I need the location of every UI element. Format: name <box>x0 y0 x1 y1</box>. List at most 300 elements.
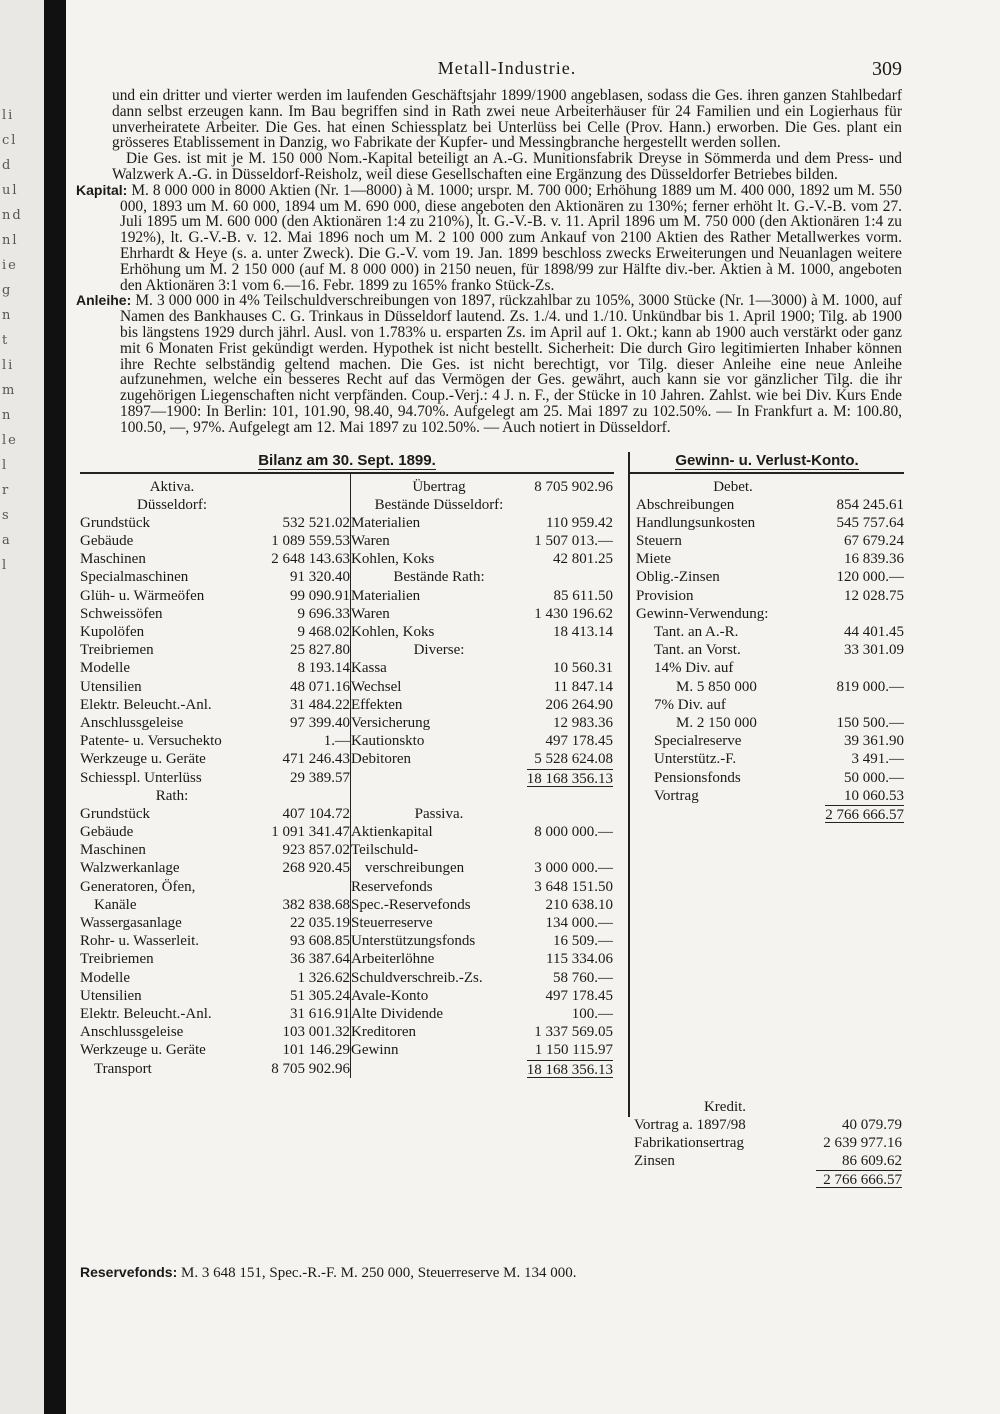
debet-row <box>636 568 904 586</box>
passiva-row-value: 58 760.— <box>553 969 613 986</box>
kredit-row-value: 86 609.62 <box>842 1153 902 1170</box>
aktiva-row-value: 103 001.32 <box>282 1024 350 1041</box>
passiva-row <box>351 714 613 732</box>
margin-fragment: cl <box>2 133 18 148</box>
passiva-row <box>351 478 613 496</box>
aktiva-row-value: 31 484.22 <box>290 696 350 713</box>
debet-row <box>636 550 904 568</box>
passiva-row-label: Materialien <box>351 587 421 604</box>
aktiva-row <box>80 605 350 623</box>
aktiva-row-value: 1 326.62 <box>297 969 350 986</box>
aktiva-row-value: 923 857.02 <box>282 842 350 859</box>
passiva-row-label: Debitoren <box>351 751 411 768</box>
passiva-row-label: Kreditoren <box>351 1024 416 1041</box>
margin-fragment: n <box>2 408 13 423</box>
debet-row <box>636 623 904 641</box>
debet-row-label: Pensionsfonds <box>654 769 741 786</box>
passiva-row-label: Spec.-Reservefonds <box>351 896 471 913</box>
passiva-row <box>351 969 613 987</box>
financial-statements <box>80 451 904 1292</box>
book-binding <box>44 0 66 1414</box>
aktiva-row-value <box>264 496 350 514</box>
passiva-row-label: Waren <box>351 533 390 550</box>
aktiva-row <box>80 969 350 987</box>
passiva-column <box>351 474 613 1078</box>
aktiva-row-value: 97 399.40 <box>290 714 350 731</box>
passiva-row-label: Kassa <box>351 660 387 677</box>
aktiva-row <box>80 623 350 641</box>
aktiva-row-label: Schweissöfen <box>80 605 163 622</box>
aktiva-row <box>80 787 350 805</box>
margin-fragment: r <box>2 483 11 498</box>
passiva-row-label: Unterstützungsfonds <box>351 933 476 950</box>
debet-row <box>636 605 904 623</box>
aktiva-row <box>80 478 350 496</box>
passiva-row <box>351 914 613 932</box>
passiva-row-value: 3 000 000.— <box>534 860 613 877</box>
passiva-row-label: Passiva. <box>414 805 464 822</box>
kredit-row-label: Vortrag a. 1897/98 <box>634 1116 746 1133</box>
debet-row-label: Specialreserve <box>654 733 742 750</box>
passiva-row-label: Versicherung <box>351 714 431 731</box>
aktiva-row-value: 8 193.14 <box>297 660 350 677</box>
anleihe-label: Anleihe: <box>76 292 132 309</box>
paragraph-operations: und ein dritter und vierter werden im laufenden Geschäftsjahr 1899/1900 angeblasen, sodass die Ges. ihren ganzen Stahlbedarf dann selbst erzeugen kann. Im Bau begriffen sind in Rath zwei neue Arbeiterhäuser für 24 Familien und ein Logierhaus für unverheiratete Arbeiter. Die Ges. hat einen Schiessplatz bei Unterlüss bei Celle (Prov. Hann.) erworben. Die Ges. plant ein grösseres Etablissement in Danzig, wo Fabrikate der Kupfer- und Messingbranche hergestellt werden sollen. <box>112 87 902 152</box>
aktiva-row <box>80 1023 350 1041</box>
aktiva-row <box>80 568 350 586</box>
margin-fragment: nd <box>2 208 23 223</box>
debet-row-value: 67 679.24 <box>844 533 904 550</box>
kredit-row <box>634 1098 902 1116</box>
aktiva-row <box>80 1041 350 1059</box>
debet-row-value: 545 757.64 <box>836 514 904 531</box>
debet-column <box>630 474 904 824</box>
passiva-row-label: Waren <box>351 605 390 622</box>
passiva-row-label: Bestände Düsseldorf: <box>374 496 504 513</box>
aktiva-row-label: Specialmaschinen <box>80 569 189 586</box>
kredit-row-label <box>634 1170 816 1188</box>
reserve-label: Reservefonds: <box>80 1263 178 1280</box>
balance-sheet <box>80 452 614 1078</box>
passiva-row-value: 134 000.— <box>545 915 613 932</box>
passiva-row <box>351 641 613 659</box>
aktiva-row <box>80 696 350 714</box>
passiva-row-value: 1 507 013.— <box>534 533 613 550</box>
aktiva-row-label: Düsseldorf: <box>137 496 207 513</box>
passiva-row <box>351 787 613 805</box>
anleihe-text: M. 3 000 000 in 4% Teilschuldverschreibungen von 1897, rückzahlbar zu 105%, 3000 Stücke (Nr. 1—3000) à M. 1000, auf Namen des Bankhauses C. G. Trinkaus in Düsseldorf lautend. Zs. 1./4. und 1./10. Unkündbar bis 1. April 1900; Tilg. ab 1900 bis längstens 1929 durch jährl. Ausl. von 1.783% u. ersparten Zs. im April auf 1. Okt.; kann ab 1900 auch verstärkt oder ganz mit 6 Monaten Frist gekündigt werden. Hypothek ist nicht bestellt. Sicherheit: Die durch Giro legitimierten Inhaber können ihre Rechte selbständig geltend machen. Die Ges. ist nicht berechtigt, vor Tilg. dieser Anleihe eine neue Anleihe aufzunehmen, welche ein besseres Recht auf das Vermögen der Ges. gewährt, auch kann sie vor gänzlicher Tilg. die ihr zugehörigen Liegenschaften nicht verpfänden. Coup.-Verj.: 4 J. n. F., der Stücke in 10 Jahren. Zahlst. wie bei Div. Kurs Ende 1897—1900: In Berlin: 101, 101.90, 98.40, 94.70%. Aufgelegt am 25. Mai 1897 zu 102.50%. — In Frankfurt a. M: 100.80, 100.50, —, 97%. Aufgelegt am 12. Mai 1897 zu 102.50%. — Auch notiert in Düsseldorf. <box>120 292 903 436</box>
kredit-row-value <box>816 1098 902 1116</box>
aktiva-row-value: 382 838.68 <box>282 896 350 913</box>
aktiva-row-label: Modelle <box>80 969 130 986</box>
aktiva-row-value: 48 071.16 <box>290 678 350 695</box>
passiva-row-label: Übertrag <box>412 478 466 495</box>
aktiva-row <box>80 1060 350 1078</box>
passiva-row-label: Kautionskto <box>351 733 425 750</box>
aktiva-row-label: Rath: <box>155 787 189 804</box>
aktiva-row-label: Anschlussgeleise <box>80 1024 184 1041</box>
passiva-row-value: 18 168 356.13 <box>526 1061 613 1078</box>
aktiva-row-value: 9 468.02 <box>297 624 350 641</box>
aktiva-row <box>80 950 350 968</box>
passiva-row <box>351 1023 613 1041</box>
debet-row <box>636 478 904 496</box>
kredit-row-value: 2 639 977.16 <box>823 1134 902 1151</box>
passiva-row-label: Steuerreserve <box>351 915 433 932</box>
aktiva-row <box>80 550 350 568</box>
margin-fragment: a <box>2 533 12 548</box>
aktiva-row-label: Werkzeuge u. Geräte <box>80 751 206 768</box>
margin-fragment: li <box>2 108 15 123</box>
aktiva-row-value: 268 920.45 <box>282 860 350 877</box>
passiva-row-label: Reservefonds <box>351 878 433 895</box>
paragraph-kapital <box>76 181 902 294</box>
aktiva-row-label: Glüh- u. Wärmeöfen <box>80 587 205 604</box>
passiva-row-label: Arbeiterlöhne <box>351 951 435 968</box>
aktiva-row <box>80 823 350 841</box>
debet-row-value <box>830 696 904 714</box>
passiva-row-value: 210 638.10 <box>545 896 613 913</box>
passiva-row-value: 110 959.42 <box>546 514 613 531</box>
kredit-column <box>628 1098 902 1189</box>
aktiva-row-label: Elektr. Beleucht.-Anl. <box>80 696 212 713</box>
passiva-row <box>351 587 613 605</box>
aktiva-row-label: Gebäude <box>80 824 134 841</box>
aktiva-row <box>80 1005 350 1023</box>
debet-row-label: Abschreibungen <box>636 496 735 513</box>
aktiva-row <box>80 659 350 677</box>
debet-row-label: Miete <box>636 551 671 568</box>
aktiva-row-label: Maschinen <box>80 551 146 568</box>
aktiva-row-label: Wassergasanlage <box>80 915 182 932</box>
margin-fragment: le <box>2 433 18 448</box>
passiva-row-label: Materialien <box>351 514 421 531</box>
aktiva-row-value: 2 648 143.63 <box>271 551 350 568</box>
kredit-section <box>628 1098 902 1189</box>
debet-row-value: 150 500.— <box>836 714 904 731</box>
debet-row-value <box>830 659 904 677</box>
passiva-row-label: Kohlen, Koks <box>351 624 435 641</box>
passiva-row <box>351 950 613 968</box>
passiva-row-label: Alte Dividende <box>351 1005 444 1022</box>
passiva-row <box>351 841 613 859</box>
passiva-row-value: 10 560.31 <box>553 660 613 677</box>
passiva-row <box>351 750 613 768</box>
aktiva-row-label: Gebäude <box>80 533 134 550</box>
passiva-row-label: Teilschuld- <box>351 842 419 859</box>
kredit-row-label: Zinsen <box>634 1153 675 1170</box>
aktiva-row-label: Generatoren, Öfen, <box>80 878 196 895</box>
aktiva-row <box>80 732 350 750</box>
aktiva-row-label: Elektr. Beleucht.-Anl. <box>80 1005 212 1022</box>
kapital-text: M. 8 000 000 in 8000 Aktien (Nr. 1—8000) à M. 1000; urspr. M. 700 000; Erhöhung 1889 um M. 400 000, 1892 um M. 550 000, 1893 um M. 60 000, 1894 um M. 690 000, diese angeboten den Aktionären zu 130%; ferner erhöht lt. G.-V.-B. vom 27. Juli 1895 um M. 600 000 (den Aktionären 1:4 zu 210%), lt. G.-V.-B. v. 11. April 1896 um M. 750 000 (den Aktionären 1:4 zu 192%), lt. G.-V.-B. v. 12. Mai 1896 noch um M. 2 100 000 zum Ankauf von 2100 Aktien des Rather Metallwerkes vorm. Ehrhardt & Heye (s. a. unter Zweck). Die G.-V. vom 19. Jan. 1899 beschloss zwecks Erweiterungen und Neuanlagen weitere Erhöhung um M. 2 150 000 (auf M. 8 000 000) in 2150 neuen, für 1898/99 zur Hälfte div.-ber. Aktien à M. 1000, angeboten den Aktionären 3:1 vom 6.—16. Febr. 1899 zu 165% franko Stück-Zs. <box>120 181 902 294</box>
passiva-row-value <box>527 568 613 586</box>
aktiva-row-label: Werkzeuge u. Geräte <box>80 1042 206 1059</box>
aktiva-row <box>80 805 350 823</box>
debet-row-label <box>636 805 825 823</box>
debet-row-label: Tant. an A.-R. <box>654 624 739 641</box>
aktiva-row-value: 25 827.80 <box>290 642 350 659</box>
kredit-row <box>634 1152 902 1170</box>
debet-row <box>636 532 904 550</box>
debet-row <box>636 805 904 823</box>
aktiva-row-value: 471 246.43 <box>282 751 350 768</box>
margin-fragment: li <box>2 358 15 373</box>
margin-fragment: ul <box>2 183 19 198</box>
aktiva-row-label: Transport <box>94 1060 152 1077</box>
aktiva-row-value: 532 521.02 <box>282 514 350 531</box>
margin-fragment: d <box>2 158 13 173</box>
debet-row <box>636 514 904 532</box>
aktiva-row <box>80 859 350 877</box>
aktiva-row-label: Kupolöfen <box>80 624 145 641</box>
debet-row <box>636 496 904 514</box>
aktiva-row <box>80 532 350 550</box>
passiva-row <box>351 932 613 950</box>
passiva-row <box>351 1005 613 1023</box>
passiva-row-value: 1 337 569.05 <box>534 1024 613 1041</box>
passiva-row-label: Bestände Rath: <box>393 569 485 586</box>
margin-fragment: ie <box>2 258 18 273</box>
passiva-row <box>351 532 613 550</box>
passiva-row <box>351 859 613 877</box>
margin-fragment: nl <box>2 233 19 248</box>
passiva-row-label <box>351 787 527 805</box>
margin-fragment: n <box>2 308 13 323</box>
debet-row-value: 3 491.— <box>851 751 904 768</box>
debet-row-label: Vortrag <box>654 787 699 804</box>
aktiva-row-value: 36 387.64 <box>290 951 350 968</box>
debet-row-value: 2 766 666.57 <box>825 806 904 823</box>
aktiva-row-label: Anschlussgeleise <box>80 714 184 731</box>
aktiva-row <box>80 587 350 605</box>
passiva-row-label: Aktienkapital <box>351 824 433 841</box>
passiva-row-label: Schuldverschreib.-Zs. <box>351 969 483 986</box>
passiva-row-value: 18 413.14 <box>553 624 613 641</box>
aktiva-column <box>80 474 351 1078</box>
aktiva-row <box>80 987 350 1005</box>
aktiva-row-label: Treibriemen <box>80 642 154 659</box>
reserve-funds-line <box>80 1264 576 1282</box>
debet-row-value: 120 000.— <box>836 569 904 586</box>
debet-row <box>636 750 904 768</box>
aktiva-row-label: Modelle <box>80 660 130 677</box>
passiva-row-label: Effekten <box>351 696 403 713</box>
debet-row-value: 50 000.— <box>844 769 904 786</box>
passiva-row-value <box>527 496 613 514</box>
aktiva-row-label: Rohr- u. Wasserleit. <box>80 933 200 950</box>
aktiva-row-value: 9 696.33 <box>297 605 350 622</box>
passiva-row <box>351 823 613 841</box>
aktiva-row <box>80 932 350 950</box>
passiva-row <box>351 732 613 750</box>
aktiva-row-value: 99 090.91 <box>290 587 350 604</box>
aktiva-row-value: 93 608.85 <box>290 933 350 950</box>
debet-row <box>636 696 904 714</box>
passiva-row-value: 12 983.36 <box>553 714 613 731</box>
passiva-row <box>351 550 613 568</box>
margin-fragment: l <box>2 558 9 573</box>
debet-row-value: 33 301.09 <box>844 642 904 659</box>
passiva-row-label: verschreibungen <box>365 860 465 877</box>
passiva-row-value <box>527 841 613 859</box>
debet-row <box>636 659 904 677</box>
aktiva-row-value <box>264 787 350 805</box>
passiva-row <box>351 496 613 514</box>
debet-row <box>636 714 904 732</box>
paragraph-anleihe <box>76 292 903 436</box>
aktiva-row-label: Maschinen <box>80 842 146 859</box>
passiva-row <box>351 623 613 641</box>
debet-row <box>636 641 904 659</box>
passiva-row-label <box>351 1060 527 1078</box>
kredit-row <box>634 1116 902 1134</box>
passiva-row-value: 1 150 115.97 <box>534 1042 613 1059</box>
aktiva-row-value: 51 305.24 <box>290 987 350 1004</box>
margin-fragment: m <box>2 383 17 398</box>
passiva-row-label: Kohlen, Koks <box>351 551 435 568</box>
passiva-row-value <box>527 641 613 659</box>
aktiva-row-value <box>264 478 350 496</box>
aktiva-row-label: Grundstück <box>80 805 150 822</box>
passiva-row-label: Diverse: <box>413 642 465 659</box>
passiva-row <box>351 659 613 677</box>
passiva-row-value: 42 801.25 <box>553 551 613 568</box>
debet-row-label: Provision <box>636 587 694 604</box>
aktiva-row-value: 91 320.40 <box>290 569 350 586</box>
margin-fragment: s <box>2 508 11 523</box>
passiva-row <box>351 987 613 1005</box>
aktiva-row <box>80 769 350 787</box>
passiva-row-value: 1 430 196.62 <box>534 605 613 622</box>
aktiva-row <box>80 496 350 514</box>
passiva-row-value: 5 528 624.08 <box>534 751 613 768</box>
passiva-row-label: Avale-Konto <box>351 987 429 1004</box>
aktiva-row-label: Treibriemen <box>80 951 154 968</box>
kredit-row-label: Kredit. <box>703 1098 747 1115</box>
passiva-row <box>351 1041 613 1059</box>
kredit-row <box>634 1134 902 1152</box>
debet-row-value: 854 245.61 <box>836 496 904 513</box>
debet-row <box>636 732 904 750</box>
aktiva-row-value: 29 389.57 <box>290 769 350 786</box>
passiva-row <box>351 769 613 787</box>
debet-row-label: Gewinn-Verwendung: <box>636 605 769 622</box>
aktiva-row-label: Schiesspl. Unterlüss <box>80 769 202 786</box>
kredit-row <box>634 1170 902 1188</box>
debet-row-label: M. 5 850 000 <box>676 678 757 695</box>
debet-row <box>636 769 904 787</box>
aktiva-row-value: 31 616.91 <box>290 1005 350 1022</box>
passiva-row-label: Wechsel <box>351 678 402 695</box>
debet-row-value: 10 060.53 <box>844 787 904 804</box>
balance-sheet-title: Bilanz am 30. Sept. 1899. <box>80 452 614 474</box>
page <box>76 58 904 1292</box>
debet-row-label: M. 2 150 000 <box>676 714 757 731</box>
passiva-row <box>351 805 613 823</box>
passiva-row-value: 85 611.50 <box>553 587 613 604</box>
aktiva-row-label: Utensilien <box>80 987 142 1004</box>
debet-row-value: 16 839.36 <box>844 551 904 568</box>
running-title: Metall-Industrie. <box>437 58 577 78</box>
aktiva-row <box>80 841 350 859</box>
passiva-row <box>351 605 613 623</box>
aktiva-row-value <box>264 878 350 896</box>
paragraph-participations: Die Ges. ist mit je M. 150 000 Nom.-Kapital beteiligt an A.-G. Munitionsfabrik Dreyse in Sömmerda und dem Press- und Walzwerk A.-G. in Düsseldorf-Reisholz, weil diese Gesellschaften eine Ergänzung des Düsseldorfer Betriebes bilden. <box>112 150 902 183</box>
passiva-row-value: 18 168 356.13 <box>526 770 613 787</box>
margin-fragment: g <box>2 283 13 298</box>
passiva-row <box>351 1060 613 1078</box>
passiva-row <box>351 696 613 714</box>
margin-fragment: l <box>2 458 9 473</box>
passiva-row <box>351 514 613 532</box>
debet-row <box>636 787 904 805</box>
kredit-row-value: 40 079.79 <box>842 1116 902 1133</box>
passiva-row-value <box>527 787 613 805</box>
debet-row-label: Handlungsunkosten <box>636 514 756 531</box>
aktiva-row <box>80 514 350 532</box>
aktiva-row-label: Walzwerkanlage <box>80 860 180 877</box>
left-page-margin <box>0 0 44 1414</box>
aktiva-row-value: 407 104.72 <box>282 805 350 822</box>
passiva-row <box>351 878 613 896</box>
reserve-text: M. 3 648 151, Spec.-R.-F. M. 250 000, Steuerreserve M. 134 000. <box>181 1264 577 1281</box>
debet-row-value: 12 028.75 <box>844 587 904 604</box>
debet-row-value: 819 000.— <box>836 678 904 695</box>
passiva-row-value: 497 178.45 <box>545 733 613 750</box>
passiva-row <box>351 678 613 696</box>
passiva-row-value: 100.— <box>571 1005 613 1022</box>
debet-row-label: Unterstütz.-F. <box>654 751 737 768</box>
aktiva-row-label: Patente- u. Versuchekto <box>80 733 222 750</box>
debet-row-value <box>830 478 904 496</box>
aktiva-row-label: Utensilien <box>80 678 142 695</box>
aktiva-row-value: 1.— <box>323 733 350 750</box>
aktiva-row-value: 22 035.19 <box>290 915 350 932</box>
passiva-row <box>351 896 613 914</box>
aktiva-row-label: Kanäle <box>94 896 137 913</box>
aktiva-row-label: Aktiva. <box>149 478 195 495</box>
aktiva-row <box>80 750 350 768</box>
passiva-row <box>351 568 613 586</box>
debet-row-label: Tant. an Vorst. <box>654 642 741 659</box>
passiva-row-label: Gewinn <box>351 1042 399 1059</box>
debet-row-label: Steuern <box>636 533 682 550</box>
aktiva-row <box>80 714 350 732</box>
kredit-row-value: 2 766 666.57 <box>816 1170 902 1188</box>
aktiva-row-value: 1 089 559.53 <box>271 533 350 550</box>
passiva-row-value: 8 000 000.— <box>534 824 613 841</box>
passiva-row-value: 206 264.90 <box>545 696 613 713</box>
passiva-row-value: 497 178.45 <box>545 987 613 1004</box>
passiva-row-value <box>527 805 613 823</box>
passiva-row-value: 3 648 151.50 <box>534 878 613 895</box>
aktiva-row-value: 8 705 902.96 <box>271 1060 350 1077</box>
debet-row-value: 39 361.90 <box>844 733 904 750</box>
kapital-label: Kapital: <box>76 181 128 198</box>
aktiva-row <box>80 896 350 914</box>
page-number: 309 <box>872 58 902 80</box>
debet-row-label: Debet. <box>713 478 753 495</box>
debet-row-label: 14% Div. auf <box>654 660 734 677</box>
passiva-row-value: 16 509.— <box>553 933 613 950</box>
debet-row <box>636 587 904 605</box>
kredit-row-label: Fabrikationsertrag <box>634 1134 744 1151</box>
aktiva-row-value: 1 091 341.47 <box>271 824 350 841</box>
running-header <box>112 58 902 88</box>
passiva-row-value: 8 705 902.96 <box>534 478 613 495</box>
profit-loss-title: Gewinn- u. Verlust-Konto. <box>630 452 904 474</box>
